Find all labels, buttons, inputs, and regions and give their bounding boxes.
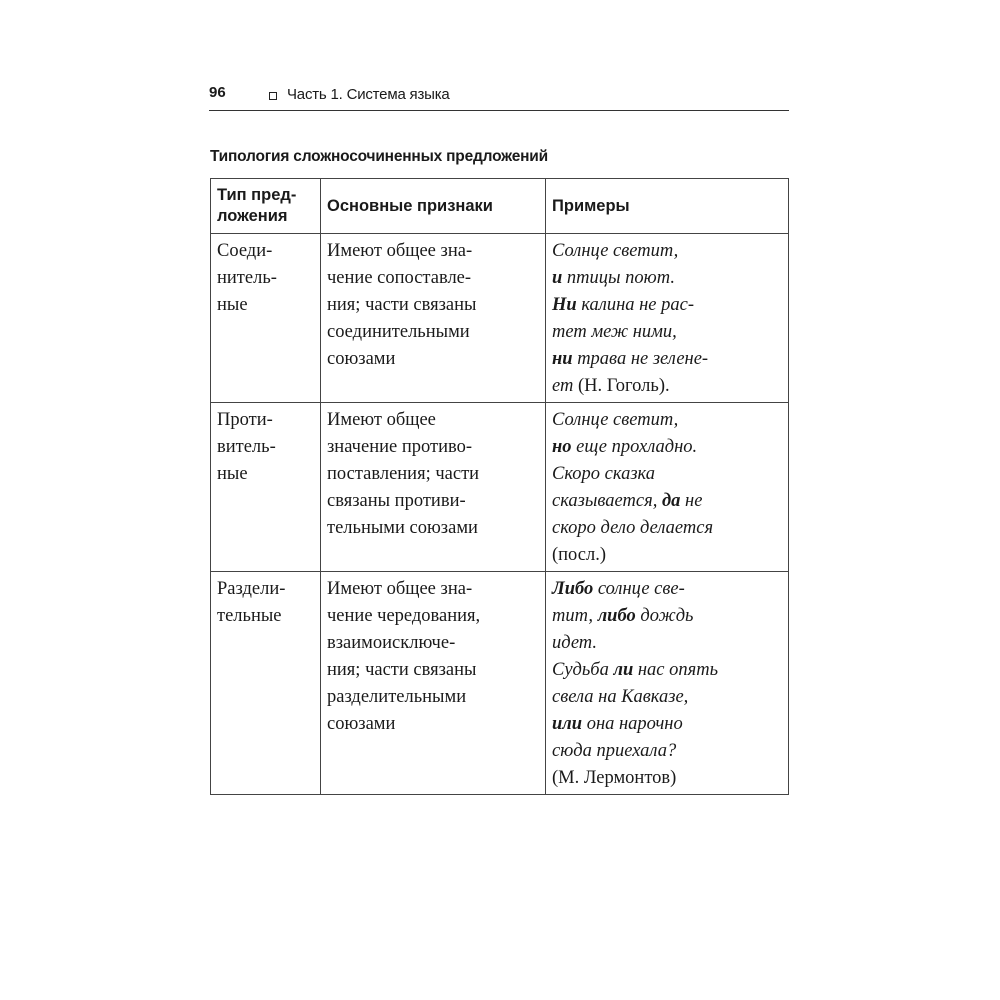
cell-line: Имеют общее зна- [327, 241, 473, 261]
conjunction: и [552, 268, 563, 288]
example-text: ет [552, 376, 574, 396]
example-text: еще прохладно. [571, 437, 698, 457]
cell-line: взаимоисключе- [327, 633, 456, 653]
example-text: дождь [635, 606, 694, 626]
example-line [552, 373, 782, 400]
example-text: скоро дело делается [552, 518, 714, 538]
example-text: тит, [552, 606, 598, 626]
column-header-examples [546, 179, 789, 234]
example-text: Скоро сказка [552, 464, 655, 484]
cell-line: соединительными [327, 322, 470, 342]
cell-examples [546, 572, 789, 795]
example-text: нас опять [633, 660, 719, 680]
example-text: сюда приехала? [552, 741, 677, 761]
example-line [552, 265, 782, 292]
cell-line: чение чередования, [327, 606, 481, 626]
example-line [552, 684, 782, 711]
cell-line: нитель- [217, 268, 277, 288]
cell-line: значение противо- [327, 437, 472, 457]
conjunction: но [552, 437, 572, 457]
example-text: не [680, 491, 703, 511]
cell-line: ные [217, 464, 248, 484]
header-line: Основные признаки [327, 196, 493, 215]
example-text: свела на Кавказе, [552, 687, 689, 707]
example-text: солнце све- [593, 579, 685, 599]
running-title: Часть 1. Система языка [287, 86, 450, 103]
example-line [552, 765, 782, 792]
example-text: идет. [552, 633, 598, 653]
table-row [211, 572, 789, 795]
table-row [211, 234, 789, 403]
example-source: (М. Лермонтов) [552, 768, 677, 788]
example-text: она нарочно [582, 714, 683, 734]
example-text: тет меж ними, [552, 322, 677, 342]
conjunction: Либо [552, 579, 594, 599]
cell-features [321, 572, 546, 795]
example-text: Солнце светит, [552, 241, 679, 261]
cell-line: тельные [217, 606, 282, 626]
example-line [552, 711, 782, 738]
example-text: птицы поют. [562, 268, 675, 288]
example-line [552, 461, 782, 488]
example-line [552, 292, 782, 319]
example-source: (посл.) [552, 545, 607, 565]
conjunction: ли [613, 660, 634, 680]
example-line [552, 657, 782, 684]
example-line [552, 542, 782, 569]
example-text: Солнце светит, [552, 410, 679, 430]
example-line [552, 319, 782, 346]
cell-line: чение сопоставле- [327, 268, 472, 288]
header-line: Примеры [552, 196, 630, 215]
example-line [552, 738, 782, 765]
cell-line: связаны противи- [327, 491, 466, 511]
conjunction: ни [552, 349, 573, 369]
conjunction: Ни [552, 295, 577, 315]
cell-line: разделительными [327, 687, 467, 707]
header-line: ложения [217, 207, 288, 225]
cell-line: союзами [327, 349, 396, 369]
cell-line: Соеди- [217, 241, 273, 261]
cell-line: поставления; части [327, 464, 480, 484]
cell-features [321, 234, 546, 403]
page-header [209, 82, 789, 111]
square-bullet-icon [269, 92, 277, 100]
table-row [211, 403, 789, 572]
example-line [552, 238, 782, 265]
cell-line: ные [217, 295, 248, 315]
example-text: Судьба [552, 660, 614, 680]
cell-line: ния; части связаны [327, 295, 477, 315]
example-text: трава не зелене- [572, 349, 709, 369]
example-text: сказывается, [552, 491, 662, 511]
cell-line: Имеют общее [327, 410, 436, 430]
page-number: 96 [209, 84, 226, 101]
cell-examples [546, 403, 789, 572]
example-line [552, 603, 782, 630]
column-header-type [211, 179, 321, 234]
table-header-row [211, 179, 789, 234]
example-source: (Н. Гоголь). [573, 376, 670, 396]
typology-table [210, 178, 789, 795]
cell-line: витель- [217, 437, 276, 457]
conjunction: да [661, 491, 681, 511]
example-text: калина не рас- [576, 295, 695, 315]
cell-type [211, 403, 321, 572]
column-header-features [321, 179, 546, 234]
example-line [552, 488, 782, 515]
example-line [552, 630, 782, 657]
conjunction: либо [597, 606, 636, 626]
cell-type [211, 572, 321, 795]
cell-line: Имеют общее зна- [327, 579, 473, 599]
cell-line: ния; части связаны [327, 660, 477, 680]
example-line [552, 515, 782, 542]
cell-line: тельными союзами [327, 518, 478, 538]
cell-line: союзами [327, 714, 396, 734]
cell-line: Проти- [217, 410, 273, 430]
conjunction: или [552, 714, 583, 734]
cell-features [321, 403, 546, 572]
cell-type [211, 234, 321, 403]
example-line [552, 346, 782, 373]
table-title: Типология сложносочиненных предложений [210, 148, 548, 165]
example-line [552, 576, 782, 603]
cell-examples [546, 234, 789, 403]
example-line [552, 434, 782, 461]
example-line [552, 407, 782, 434]
cell-line: Раздели- [217, 579, 286, 599]
header-line: Тип пред- [217, 186, 297, 204]
